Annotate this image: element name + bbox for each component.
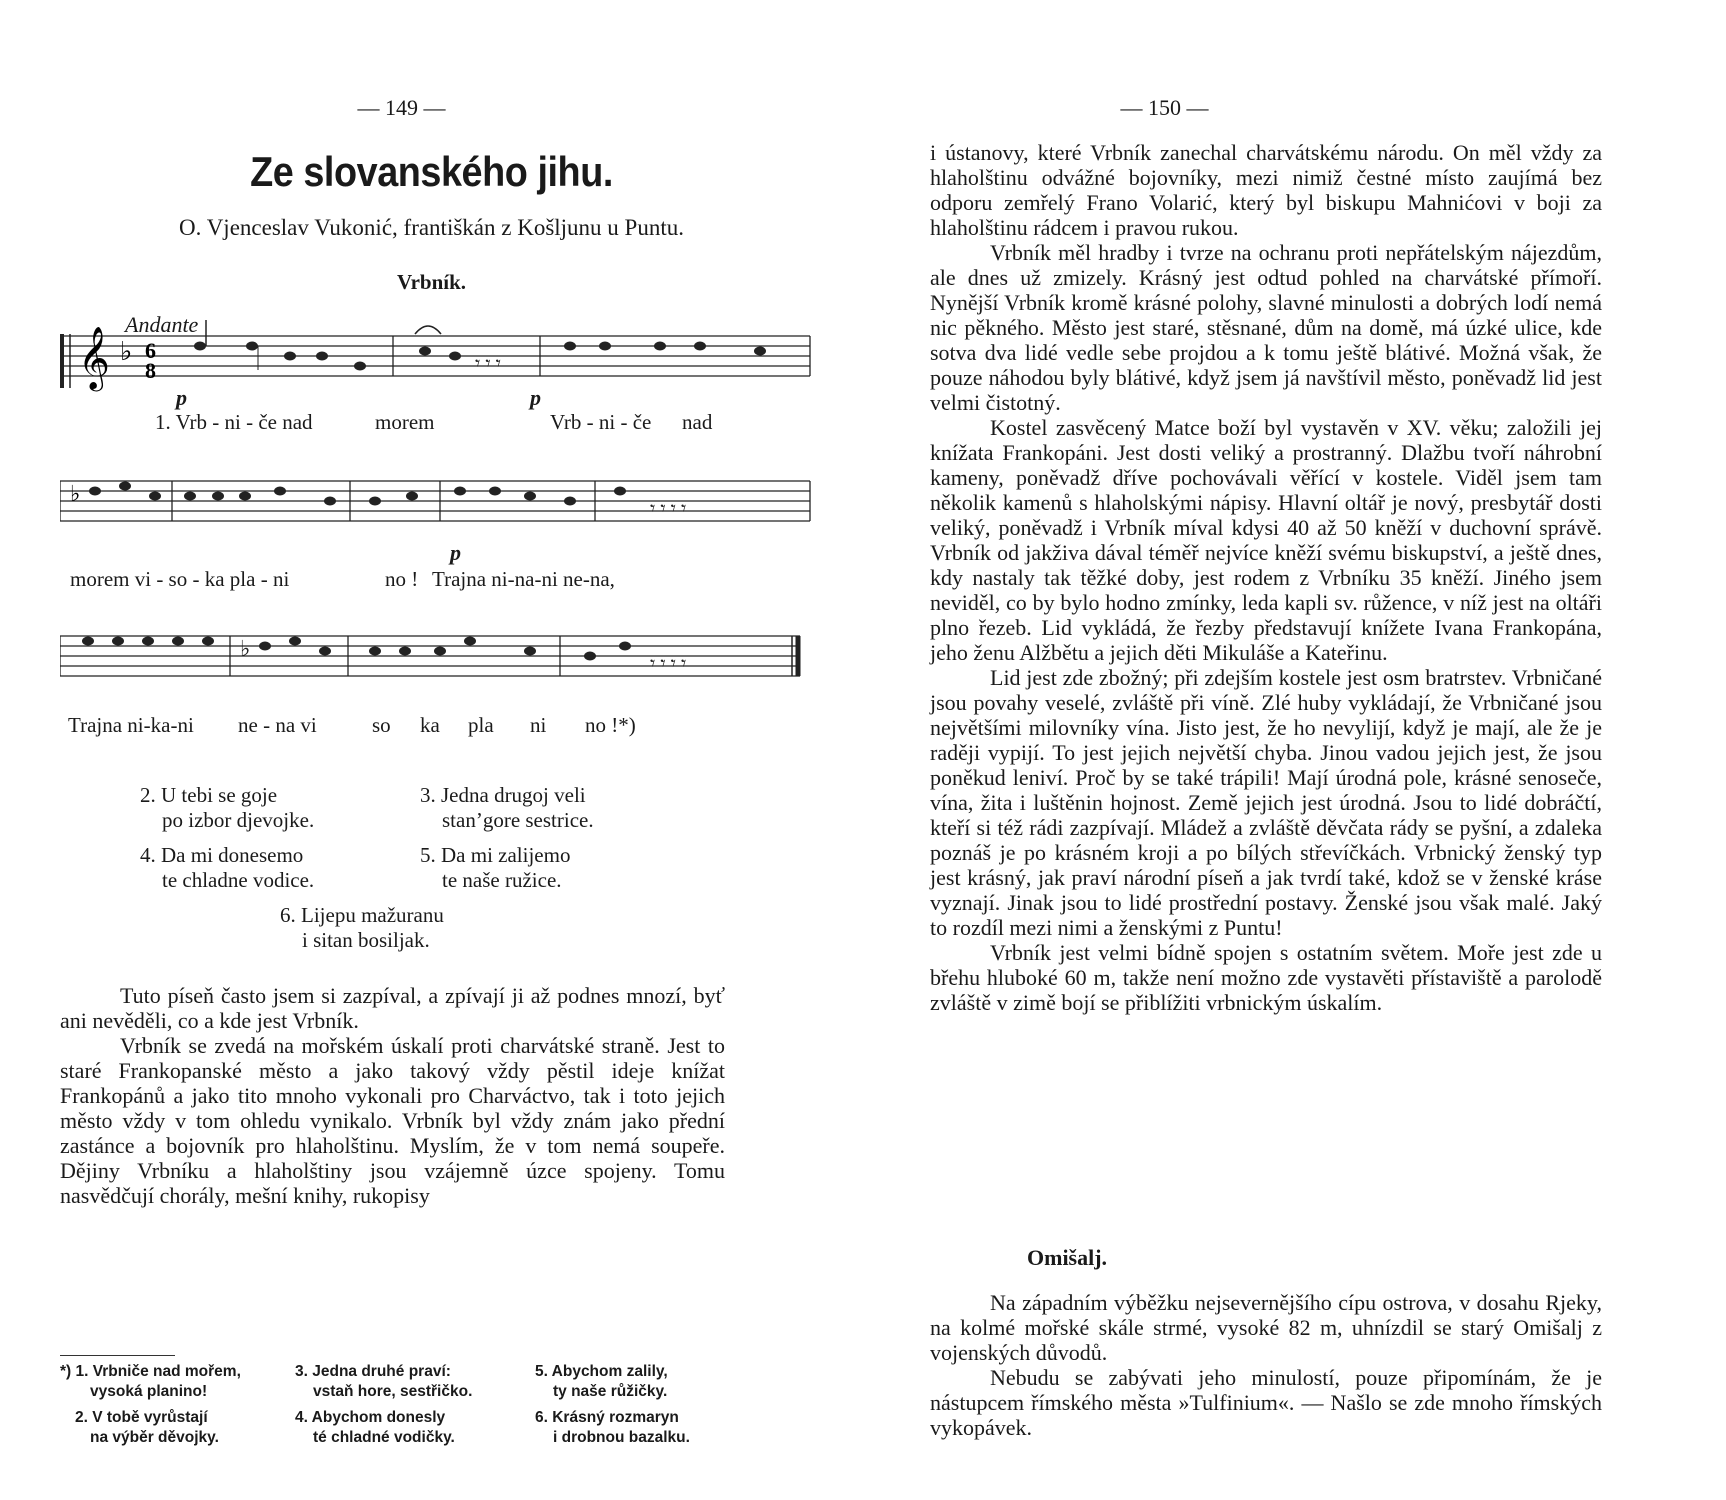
music-staff-2 (60, 465, 820, 545)
footnote-line: 5. Abychom zalily, (535, 1363, 668, 1380)
lyric-line-3a: Trajna ni-ka-ni (68, 713, 194, 737)
verse-line: stan’gore sestrice. (442, 808, 594, 832)
verse-line: te chladne vodice. (162, 868, 315, 892)
svg-text:6: 6 (145, 338, 156, 363)
svg-text:8: 8 (145, 358, 156, 383)
verse-4 (140, 843, 314, 893)
footnote (295, 1408, 455, 1448)
paragraph: Na západním výběžku nejsevernějšího cípu ostrova, v dosahu Rjeky, na kolmé mořské skále strmé, vysoké 82 m, uhnízdil se starý Omišalj z vojenských důvodů. (930, 1290, 1602, 1365)
dynamic-mark: p (450, 540, 461, 565)
paragraph: i ústanovy, které Vrbník zanechal charvátskému národu. On měl vždy za hlaholštinu odvážné bojovníky, mezi nimiž čestné místo zaujímá bez odporu zemřelý Frano Volarić, který byl biskupu Mahnićovi v boji za hlaholštinu rádcem i pravou rukou. (930, 140, 1602, 240)
footnote (295, 1362, 472, 1402)
lyric-line-1a: 1. Vrb - ni - če nad (155, 410, 313, 434)
verse-line: 3. Jedna drugoj veli (420, 783, 586, 807)
svg-text:♭: ♭ (70, 481, 81, 506)
verse-line: 5. Da mi zalijemo (420, 843, 571, 867)
footnote-line: 6. Krásný rozmaryn (535, 1409, 679, 1426)
lyric-line-3d: ka (420, 713, 440, 737)
paragraph: Kostel zasvěcený Matce boží byl vystavěn v XV. věku; založili jej knížata Frankopáni. Jest dosti veliký a prostranný. Dlažbu tvoří náhrobní kameny, poněvadž dříve pochovávali věřící v kostele. Viděl jsem tam několik kamenů s hlaholskými nápisy. Hlavní oltář je nový, presbytář dosti veliký, poněvadž i Vrbník míval kdysi 40 až 50 kněží v duchovní správě. Vrbník od jakživa dával téměř nejvíce kněží svému biskupství, a ještě dnes, kdy nastaly tak těžké doby, jest rodem z Vrbníku 35 kněží. Jiného jsem neviděl, co by bylo hodno zmínky, leda kapli sv. růžence, v níž jest na oltáři plno řezeb. Lid vykládá, že řezby představují knížete Ivana Frankopána, jeho ženu Alžbětu a jejich děti Mikuláše a Kateřinu. (930, 415, 1602, 665)
paragraph: Vrbník se zvedá na mořském úskalí proti charvátské straně. Jest to staré Frankopanské město a jako takový vždy pěstil ideje knížat Frankopánů a jako tito mnoho vykonali pro Charváctvo, tak i toto jejich město vždy v tom ohledu vynikalo. Vrbník byl vždy znám jako přední zastánce a bojovník pro hlaholštinu. Myslím, že v tom nemá soupeře. Dějiny Vrbníku a hlaholštiny jsou vzájemně úzce spojeny. Tomu nasvědčují chorály, mešní knihy, rukopisy (60, 1033, 725, 1208)
lyric-line-2b: no ! (385, 567, 419, 591)
svg-text:♭: ♭ (240, 636, 251, 661)
lyric-line-2c: Trajna ni-na-ni ne-na, (432, 567, 615, 591)
svg-text:𝄞: 𝄞 (78, 326, 110, 389)
lyric-line-3e: pla (468, 713, 494, 737)
music-staff-3 (60, 620, 820, 700)
lyric-line-3g: no !*) (585, 713, 636, 737)
footnote-line: té chladné vodičky. (313, 1429, 455, 1446)
dynamic-mark: p (530, 385, 541, 410)
verse-line: 2. U tebi se goje (140, 783, 278, 807)
paragraph: Vrbník jest velmi bídně spojen s ostatním světem. Moře jest zde u břehu hluboké 60 m, takže není možno zde vystavěti přístaviště a parolodě zvláště v zimě bojí se přiblížiti vrbnickým úskalím. (930, 940, 1602, 1015)
footnote-line: ty naše růžičky. (553, 1383, 668, 1400)
page-number: — 150 — (1120, 95, 1209, 120)
tempo-marking: Andante (125, 312, 199, 337)
footnote (535, 1408, 690, 1448)
svg-text:𝄾 𝄾 𝄾: 𝄾 𝄾 𝄾 (475, 353, 501, 375)
footnote (60, 1362, 241, 1402)
footnote-line: na výběr děvojky. (90, 1429, 219, 1446)
lyric-line-3b: ne - na vi (238, 713, 317, 737)
verse-line: 4. Da mi donesemo (140, 843, 304, 867)
footnote-line: i drobnou bazalku. (553, 1429, 690, 1446)
section-body-text (930, 1290, 1602, 1440)
svg-text:♭: ♭ (120, 337, 133, 366)
verse-line: te naše ružice. (442, 868, 562, 892)
verse-2 (140, 783, 314, 833)
dynamic-mark: p (176, 385, 187, 410)
verse-line: 6. Lijepu mažuranu (280, 903, 444, 927)
lyric-line-3c: so (372, 713, 391, 737)
author-line: O. Vjenceslav Vukonić, františkán z Košljunu u Puntu. (179, 215, 684, 240)
article-title: Ze slovanského jihu. (250, 148, 613, 195)
verse-5 (420, 843, 570, 893)
left-body-text (60, 983, 725, 1208)
footnote-line: vysoká planino! (90, 1383, 208, 1400)
lyric-line-1b: morem (375, 410, 435, 434)
song-title: Vrbník. (396, 270, 467, 294)
footnote (75, 1408, 219, 1448)
svg-text:𝄾 𝄾 𝄾 𝄾: 𝄾 𝄾 𝄾 𝄾 (650, 653, 687, 675)
svg-text:𝄾 𝄾 𝄾 𝄾: 𝄾 𝄾 𝄾 𝄾 (650, 498, 687, 520)
right-body-text (930, 140, 1602, 1015)
music-staff-1 (60, 320, 820, 400)
paragraph: Lid jest zde zbožný; při zdejším kostele jest osm bratrstev. Vrbničané jsou povahy veselé, zvláště při víně. Zlé huby vykládají, že Vrbničané jsou největšími milovníky vína. Jisto jest, že ho nevylijí, když je mají, ale že je raději vypijí. To jest jejich největší chyba. Jinou vadou jejich jest, že jsou poněkud leniví. Proč by se také trápili! Mají úrodná pole, krásné senoseče, vína, žita i luštěnin hojnost. Země jejich jest úrodná. Jsou to lidé dobráčtí, kteří si též rádi zazpívají. Mládež a zvláště děvčata rády se pyšní, a zdaleka poznáš je po krásném kroji a po bílých střevíčkách. Vrbnický ženský typ jest krásný, jak praví národní píseň a jak tvrdí také, kdož se v ženské kráse vyznají. Jinak jsou to lidé prostřední postavy. Ženské jsou však malé. Jaký to rozdíl mezi nimi a ženskými z Puntu! (930, 665, 1602, 940)
section-heading: Omišalj. (1027, 1245, 1108, 1270)
page-number: — 149 — (357, 95, 446, 120)
right-page (863, 0, 1726, 1500)
lyric-line-3f: ni (530, 713, 547, 737)
lyric-line-1c: Vrb - ni - če (550, 410, 652, 434)
verse-6 (280, 903, 444, 953)
footnote-line: vstaň hore, sestřičko. (313, 1383, 473, 1400)
lyric-line-1d: nad (682, 410, 713, 434)
footnote-line: *) 1. Vrbniče nad mořem, (60, 1363, 241, 1380)
verse-line: i sitan bosiljak. (302, 928, 430, 952)
paragraph: Nebudu se zabývati jeho minulostí, pouze připomínám, že je nástupcem římského města »Tulfinium«. — Našlo se zde mnoho římských vykopávek. (930, 1365, 1602, 1440)
footnote-rule (60, 1355, 175, 1356)
paragraph: Tuto píseň často jsem si zazpíval, a zpívají ji až podnes mnozí, byť ani nevěděli, co a kde jest Vrbník. (60, 983, 725, 1033)
verse-line: po izbor djevojke. (162, 808, 315, 832)
footnote-line: 4. Abychom donesly (295, 1409, 446, 1426)
footnote-line: 3. Jedna druhé praví: (295, 1363, 451, 1380)
lyric-line-2a: morem vi - so - ka pla - ni (70, 567, 290, 591)
paragraph: Vrbník měl hradby i tvrze na ochranu proti nepřátelským nájezdům, ale dnes už zmizely. Krásný jest odtud pohled na charvátské přímoří. Nynější Vrbník kromě krásné polohy, slavné minulosti a dobrých lodí nemá nic pěkného. Město jest staré, stěsnané, dům na domě, má úzké ulice, kde sotva dva lidé vedle sebe projdou a k tomu ještě blátivé. Možná však, že pouze náhodou byly blátivé, když jsem já navštívil město, poněvadž lid jest velmi čistotný. (930, 240, 1602, 415)
verse-3 (420, 783, 594, 833)
footnote (535, 1362, 668, 1402)
footnote-line: 2. V tobě vyrůstají (75, 1409, 208, 1426)
